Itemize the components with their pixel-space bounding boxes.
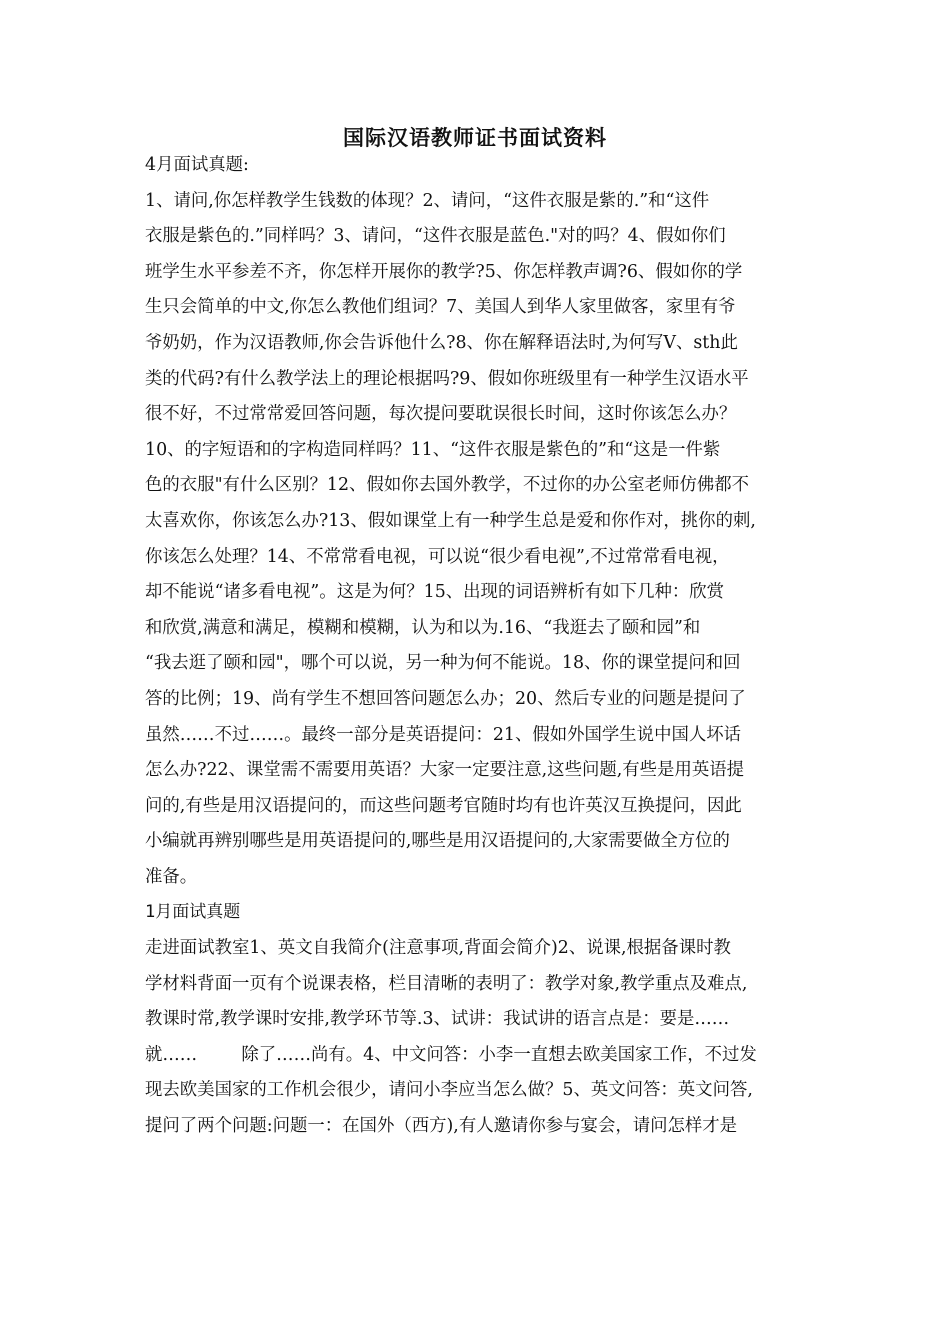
body-line: 教课时常,教学课时安排,教学环节等.3、试讲：我试讲的语言点是：要是…… [145, 1009, 730, 1030]
body-line: 类的代码?有什么教学法上的理论根据吗?9、假如你班级里有一种学生汉语水平 [145, 368, 749, 389]
body-line: 你该怎么处理？14、不常常看电视，可以说“很少看电视”,不过常常看电视， [145, 546, 730, 567]
body-line: 却不能说“诸多看电视”。这是为何？15、出现的词语辨析有如下几种：欣赏 [145, 582, 725, 603]
body-line: 1、请问,你怎样教学生钱数的体现？2、请问，“这件衣服是紫的.”和“这件 [145, 190, 710, 211]
body-line: 和欣赏,满意和满足，模糊和模糊，认为和以为.16、“我逛去了颐和园”和 [145, 617, 701, 638]
body-line: 现去欧美国家的工作机会很少，请问小李应当怎么做？5、英文问答：英文问答, [145, 1080, 753, 1101]
body-line: 提问了两个问题:问题一：在国外（西方),有人邀请你参与宴会，请问怎样才是 [145, 1116, 738, 1137]
body-line: 问的,有些是用汉语提问的，而这些问题考官随时均有也许英汉互换提问，因此 [145, 795, 742, 816]
body-line: 就…… 除了……尚有。4、中文问答：小李一直想去欧美国家工作，不过发 [145, 1044, 757, 1065]
body-line: 4月面试真题: [145, 155, 249, 175]
body-line: 小编就再辨别哪些是用英语提问的,哪些是用汉语提问的,大家需要做全方位的 [145, 831, 730, 852]
body-line: 色的衣服"有什么区别？12、假如你去国外教学，不过你的办公室老师仿佛都不 [145, 475, 750, 496]
body-line: 爷奶奶，作为汉语教师,你会告诉他什么?8、你在解释语法时,为何写V、sth此 [145, 332, 738, 353]
body-line: 班学生水平参差不齐，你怎样开展你的教学?5、你怎样教声调?6、假如你的学 [145, 261, 743, 282]
body-line: 衣服是紫色的.”同样吗？3、请问，“这件衣服是蓝色."对的吗？4、假如你们 [145, 226, 726, 247]
body-line: 准备。 [145, 866, 198, 887]
document-title: 国际汉语教师证书面试资料 [343, 125, 607, 150]
body-line: 怎么办?22、课堂需不需要用英语？大家一定要注意,这些问题,有些是用英语提 [145, 760, 745, 781]
body-line: 1月面试真题 [145, 902, 241, 923]
body-line: 太喜欢你，你该怎么办?13、假如课堂上有一种学生总是爱和你作对，挑你的刺, [145, 510, 756, 531]
body-line: 虽然……不过……。最终一部分是英语提问：21、假如外国学生说中国人坏话 [145, 724, 742, 745]
body-line: 答的比例；19、尚有学生不想回答问题怎么办；20、然后专业的问题是提问了 [145, 688, 746, 709]
body-line: 生只会简单的中文,你怎么教他们组词？7、美国人到华人家里做客，家里有爷 [145, 297, 736, 318]
body-line: 很不好，不过常常爱回答问题，每次提问要耽误很长时间，这时你该怎么办？ [145, 404, 737, 425]
body-line: 走进面试教室1、英文自我简介(注意事项,背面会简介)2、说课,根据备课时教 [145, 938, 731, 959]
body-line: 10、的字短语和的字构造同样吗？11、“这件衣服是紫色的”和“这是一件紫 [145, 439, 721, 460]
body-line: 学材料背面一页有个说课表格，栏目清晰的表明了：教学对象,教学重点及难点, [145, 973, 748, 994]
document-body [145, 148, 810, 1145]
body-line: “我去逛了颐和园"，哪个可以说，另一种为何不能说。18、你的课堂提问和回 [145, 653, 741, 674]
